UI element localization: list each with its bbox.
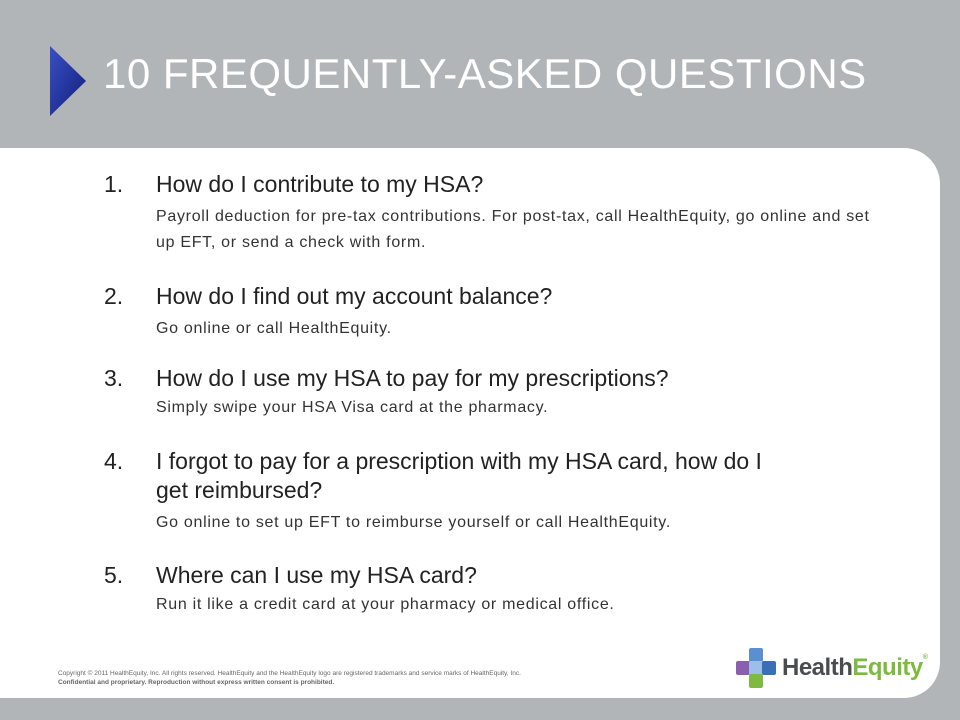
faq-number: 3. bbox=[104, 365, 124, 391]
legal-footer bbox=[58, 670, 521, 687]
faq-question bbox=[104, 364, 884, 393]
faq-item-1 bbox=[104, 170, 884, 256]
chevron-right-icon bbox=[50, 46, 86, 116]
registered-mark: ® bbox=[922, 654, 928, 661]
healthequity-cross-logo-icon bbox=[735, 647, 777, 689]
logo-equity-text: Equity bbox=[852, 654, 923, 681]
logo-health-text: Health bbox=[782, 654, 853, 681]
faq-question-text: How do I contribute to my HSA? bbox=[156, 171, 484, 197]
faq-number: 1. bbox=[104, 171, 124, 197]
faq-question-text: Where can I use my HSA card? bbox=[156, 562, 477, 588]
healthequity-logo bbox=[735, 647, 928, 689]
faq-item-3 bbox=[104, 364, 884, 421]
faq-answer: Go online to set up EFT to reimburse yourself or call HealthEquity. bbox=[156, 514, 671, 531]
page-title: 10 FREQUENTLY-ASKED QUESTIONS bbox=[103, 50, 867, 97]
faq-answer: Simply swipe your HSA Visa card at the pharmacy. bbox=[156, 399, 549, 416]
faq-item-2 bbox=[104, 282, 884, 342]
faq-number: 2. bbox=[104, 283, 124, 309]
confidential-text: Confidential and proprietary. Reproduction without express written consent is prohibited. bbox=[58, 678, 335, 686]
faq-question bbox=[104, 561, 884, 590]
faq-number: 4. bbox=[104, 448, 124, 474]
faq-question-text: I forgot to pay for a prescription with my HSA card, how do I get reimbursed? bbox=[156, 448, 762, 503]
faq-answer: Go online or call HealthEquity. bbox=[156, 320, 392, 337]
faq-question bbox=[104, 282, 884, 311]
faq-answer: Payroll deduction for pre-tax contributions. For post-tax, call HealthEquity, go online and set up EFT, or send a check with form. bbox=[156, 208, 870, 251]
faq-item-5 bbox=[104, 561, 884, 618]
faq-question-text: How do I use my HSA to pay for my prescriptions? bbox=[156, 365, 669, 391]
faq-question bbox=[104, 447, 764, 505]
faq-question-text: How do I find out my account balance? bbox=[156, 283, 553, 309]
copyright-text: Copyright © 2011 HealthEquity, Inc. All rights reserved. HealthEquity and the HealthEquity logo are registered trademarks and service marks of HealthEquity, Inc. bbox=[58, 670, 521, 677]
faq-question bbox=[104, 170, 884, 199]
faq-item-4 bbox=[104, 447, 764, 536]
faq-answer: Run it like a credit card at your pharmacy or medical office. bbox=[156, 596, 615, 613]
logo-wordmark bbox=[782, 654, 927, 682]
faq-number: 5. bbox=[104, 562, 124, 588]
